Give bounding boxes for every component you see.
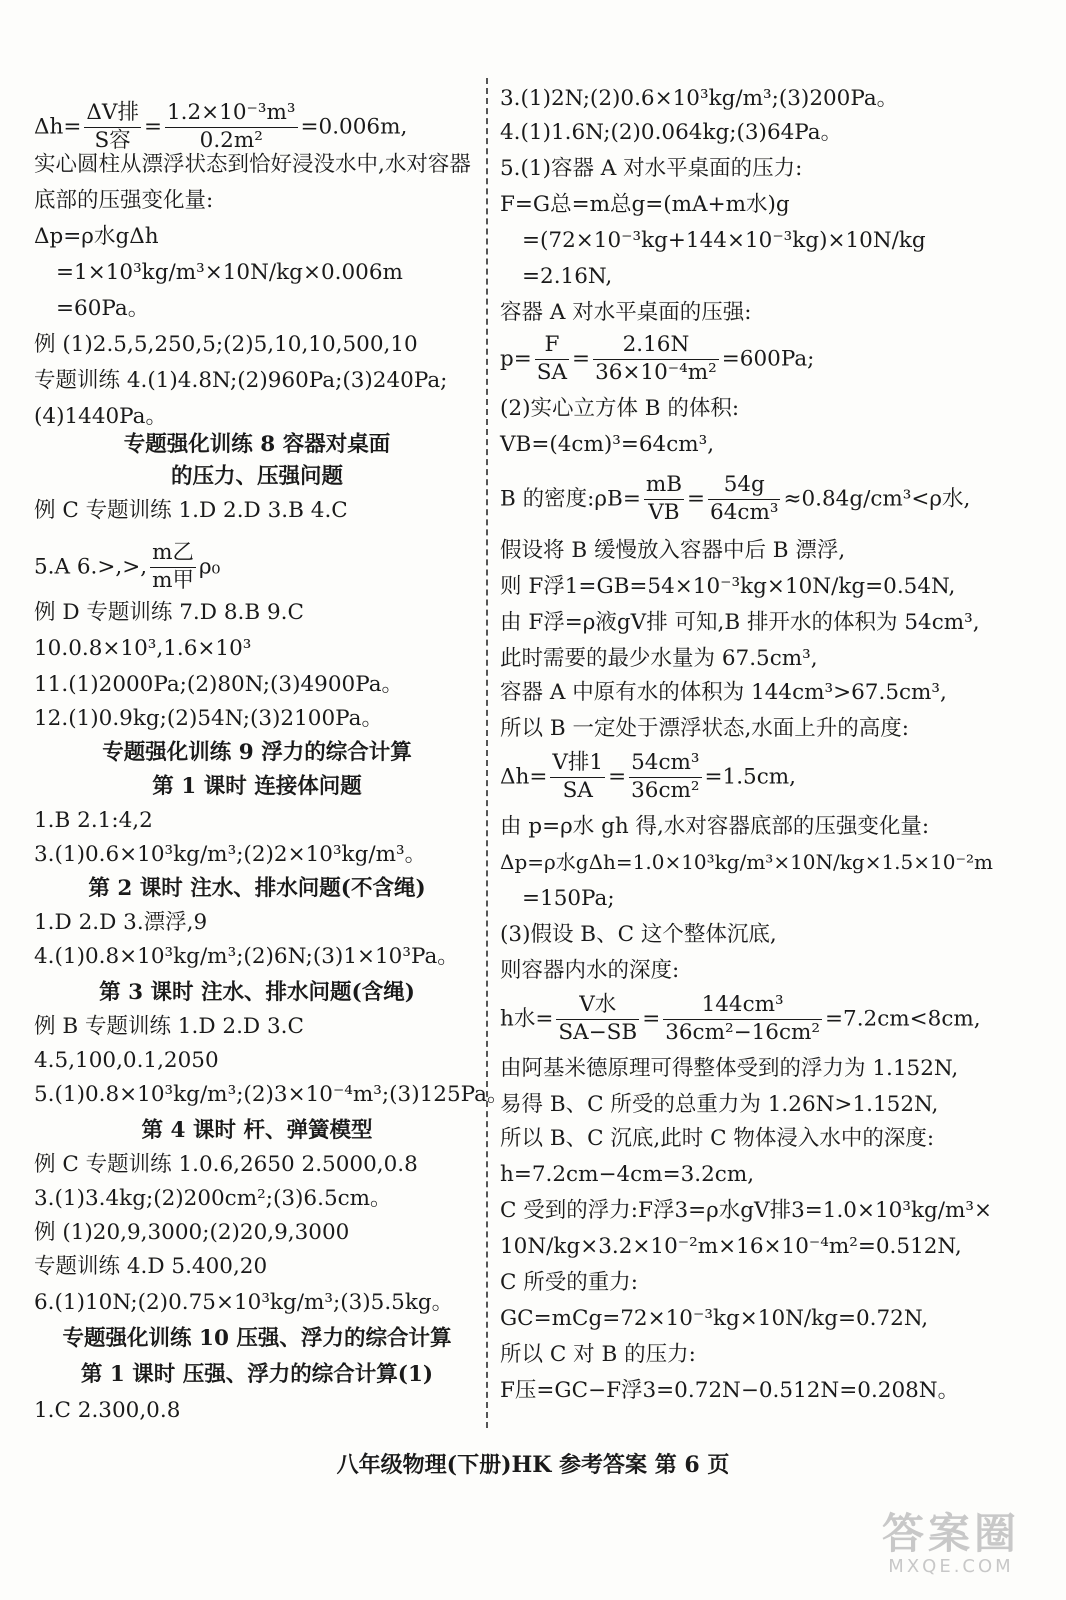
lesson-heading: 第 2 课时 注水、排水问题(不含绳) [88, 876, 426, 901]
answer-line: 3.(1)0.6×10³kg/m³;(2)2×10³kg/m³。 [34, 842, 427, 867]
fraction: $\frac{\text{ΔV排}}{\text{S容}}$ [86, 100, 139, 153]
answer-line: 1.D 2.D 3.漂浮,9 [34, 910, 208, 935]
text-line: 实心圆柱从漂浮状态到恰好浸没水中,水对容器 [34, 152, 471, 177]
formula-line: =60Pa。 [56, 296, 150, 321]
text-line: 由阿基米德原理可得整体受到的浮力为 1.152N, [500, 1056, 959, 1081]
formula-line: VB=(4cm)³=64cm³, [500, 432, 715, 457]
text-line: 容器 A 对水平桌面的压强: [500, 300, 752, 325]
answer-line: (4)1440Pa。 [34, 404, 167, 429]
page-footer: 八年级物理(下册)HK 参考答案 第 6 页 [336, 1452, 730, 1478]
formula-line: =1×10³kg/m³×10N/kg×0.006m [56, 260, 403, 285]
answer-line: 3.(1)3.4kg;(2)200cm²;(3)6.5cm。 [34, 1186, 392, 1211]
fraction: $\frac{mB}{VB}$ [645, 472, 683, 525]
text-line: 假设将 B 缓慢放入容器中后 B 漂浮, [500, 538, 846, 563]
answer-line: 5.(1)0.8×10³kg/m³;(2)3×10⁻⁴m³;(3)125Pa。 [34, 1082, 509, 1107]
formula-line: GC=mCg=72×10⁻³kg×10N/kg=0.72N, [500, 1306, 929, 1331]
answer-line: 1.C 2.300,0.8 [34, 1398, 181, 1423]
fraction: $\frac{F}{SA}$ [536, 332, 568, 385]
formula-line: =(72×10⁻³kg+144×10⁻³kg)×10N/kg [522, 228, 926, 253]
fraction: $\frac{2.16N}{\text{36×10⁻⁴m²}}$ [595, 332, 717, 385]
watermark-text: 答案圈 [881, 1509, 1020, 1558]
lesson-heading: 第 1 课时 连接体问题 [152, 774, 362, 799]
section-heading: 专题强化训练 9 浮力的综合计算 [102, 740, 412, 765]
fraction: $\frac{\text{m乙}}{\text{m甲}}$ [152, 540, 194, 593]
formula-line: F=G总=m总g=(mA+m水)g [500, 192, 790, 217]
text-line: 所以 B 一定处于漂浮状态,水面上升的高度: [500, 716, 910, 741]
text-line: 由 p=ρ水 gh 得,水对容器底部的压强变化量: [500, 814, 930, 839]
section-heading: 的压力、压强问题 [170, 464, 343, 489]
formula-line: =2.16N, [522, 264, 613, 289]
lesson-heading: 第 3 课时 注水、排水问题(含绳) [99, 980, 415, 1005]
formula-line: =150Pa; [522, 886, 615, 911]
answer-line: 例 (1)2.5,5,250,5;(2)5,10,10,500,10 [34, 332, 418, 357]
answer-line: 专题训练 4.(1)4.8N;(2)960Pa;(3)240Pa; [34, 368, 448, 393]
answer-line: 6.(1)10N;(2)0.75×10³kg/m³;(3)5.5kg。 [34, 1290, 454, 1315]
formula-rise: Δh= $\frac{\text{V排1}}{SA}$ = $\frac{\text{54cm³}}{\text{36cm²}}$ =1.5cm, [500, 750, 797, 803]
answer-line: 3.(1)2N;(2)0.6×10³kg/m³;(3)200Pa。 [500, 86, 899, 111]
fraction: $\frac{\text{V排1}}{SA}$ [552, 750, 604, 803]
answer-line: 11.(1)2000Pa;(2)80N;(3)4900Pa。 [34, 672, 404, 697]
text-line: C 所受的重力: [500, 1270, 639, 1295]
answer-line: 4.(1)0.8×10³kg/m³;(2)6N;(3)1×10³Pa。 [34, 944, 459, 969]
formula-density: B 的密度:ρB= $\frac{mB}{VB}$ = $\frac{54g}{\text{64cm³}}$ ≈0.84g/cm³<ρ水, [500, 472, 971, 525]
text-line: 所以 B、C 沉底,此时 C 物体浸入水中的深度: [500, 1126, 935, 1151]
text-line: (3)假设 B、C 这个整体沉底, [500, 922, 777, 947]
answer-line: 例 D 专题训练 7.D 8.B 9.C [34, 600, 304, 625]
answer-line: 例 B 专题训练 1.D 2.D 3.C [34, 1014, 304, 1039]
answer-line: 例 C 专题训练 1.D 2.D 3.B 4.C [34, 498, 348, 523]
column-divider [486, 78, 488, 1428]
section-heading: 专题强化训练 10 压强、浮力的综合计算 [62, 1326, 452, 1351]
answer-line: 例 C 专题训练 1.0.6,2650 2.5000,0.8 [34, 1152, 418, 1177]
formula-line: F压=GC−F浮3=0.72N−0.512N=0.208N。 [500, 1378, 960, 1403]
answer-line: 10.0.8×10³,1.6×10³ [34, 636, 252, 661]
formula-line: h=7.2cm−4cm=3.2cm, [500, 1162, 755, 1187]
answer-line: 专题训练 4.D 5.400,20 [34, 1254, 268, 1279]
text-line: 底部的压强变化量: [34, 188, 214, 213]
formula-delta-h: Δh= $\frac{\text{ΔV排}}{\text{S容}}$ = $\frac{\text{1.2×10⁻³m³}}{\text{0.2m²}}$ =0.006m, [34, 100, 408, 153]
formula-line: 则 F浮1=GB=54×10⁻³kg×10N/kg=0.54N, [500, 574, 956, 599]
formula-depth: h水= $\frac{\text{V水}}{SA-SB}$ = $\frac{\text{144cm³}}{\text{36cm²−16cm²}}$ =7.2cm<8cm, [500, 992, 981, 1045]
answer-line: 12.(1)0.9kg;(2)54N;(3)2100Pa。 [34, 706, 383, 731]
section-heading: 专题强化训练 8 容器对桌面 [123, 432, 391, 457]
watermark-logo [856, 1509, 1046, 1582]
lesson-heading: 第 4 课时 杆、弹簧模型 [141, 1118, 373, 1143]
answer-line: 例 (1)20,9,3000;(2)20,9,3000 [34, 1220, 350, 1245]
answer-line: 5.(1)容器 A 对水平桌面的压力: [500, 156, 803, 181]
fraction: $\frac{\text{144cm³}}{\text{36cm²−16cm²}}$ [665, 992, 821, 1045]
formula-line: Δp=ρ水gΔh=1.0×10³kg/m³×10N/kg×1.5×10⁻²m [500, 850, 993, 874]
fraction: $\frac{\text{1.2×10⁻³m³}}{\text{0.2m²}}$ [166, 100, 296, 153]
formula-line: C 受到的浮力:F浮3=ρ水gV排3=1.0×10³kg/m³× [500, 1198, 993, 1223]
formula-pressure: p= $\frac{F}{SA}$ = $\frac{2.16N}{\text{36×10⁻⁴m²}}$ =600Pa; [500, 332, 815, 385]
text-line: 所以 C 对 B 的压力: [500, 1342, 696, 1367]
text-line: 则容器内水的深度: [500, 958, 680, 983]
text-line: 易得 B、C 所受的总重力为 1.26N>1.152N, [500, 1092, 939, 1117]
watermark-url: MXQE.COM [888, 1556, 1014, 1577]
text-line: 此时需要的最少水量为 67.5cm³, [500, 646, 818, 671]
text-line: 由 F浮=ρ液gV排 可知,B 排开水的体积为 54cm³, [500, 610, 980, 635]
answer-line: 5.A 6.>,>, $\frac{\text{m乙}}{\text{m甲}}$ ρ₀ [34, 540, 221, 593]
answer-line: 1.B 2.1:4,2 [34, 808, 153, 833]
answer-line: 4.(1)1.6N;(2)0.064kg;(3)64Pa。 [500, 120, 843, 145]
lesson-heading: 第 1 课时 压强、浮力的综合计算(1) [80, 1362, 434, 1387]
text-line: 容器 A 中原有水的体积为 144cm³>67.5cm³, [500, 680, 947, 705]
fraction: $\frac{54g}{\text{64cm³}}$ [710, 472, 779, 525]
fraction: $\frac{\text{V水}}{SA-SB}$ [558, 992, 638, 1045]
fraction: $\frac{\text{54cm³}}{\text{36cm²}}$ [631, 750, 700, 803]
formula-line: 10N/kg×3.2×10⁻²m×16×10⁻⁴m²=0.512N, [500, 1234, 962, 1259]
answer-line: 4.5,100,0.1,2050 [34, 1048, 219, 1073]
text-line: (2)实心立方体 B 的体积: [500, 396, 740, 421]
formula-line: Δp=ρ水gΔh [34, 224, 159, 249]
